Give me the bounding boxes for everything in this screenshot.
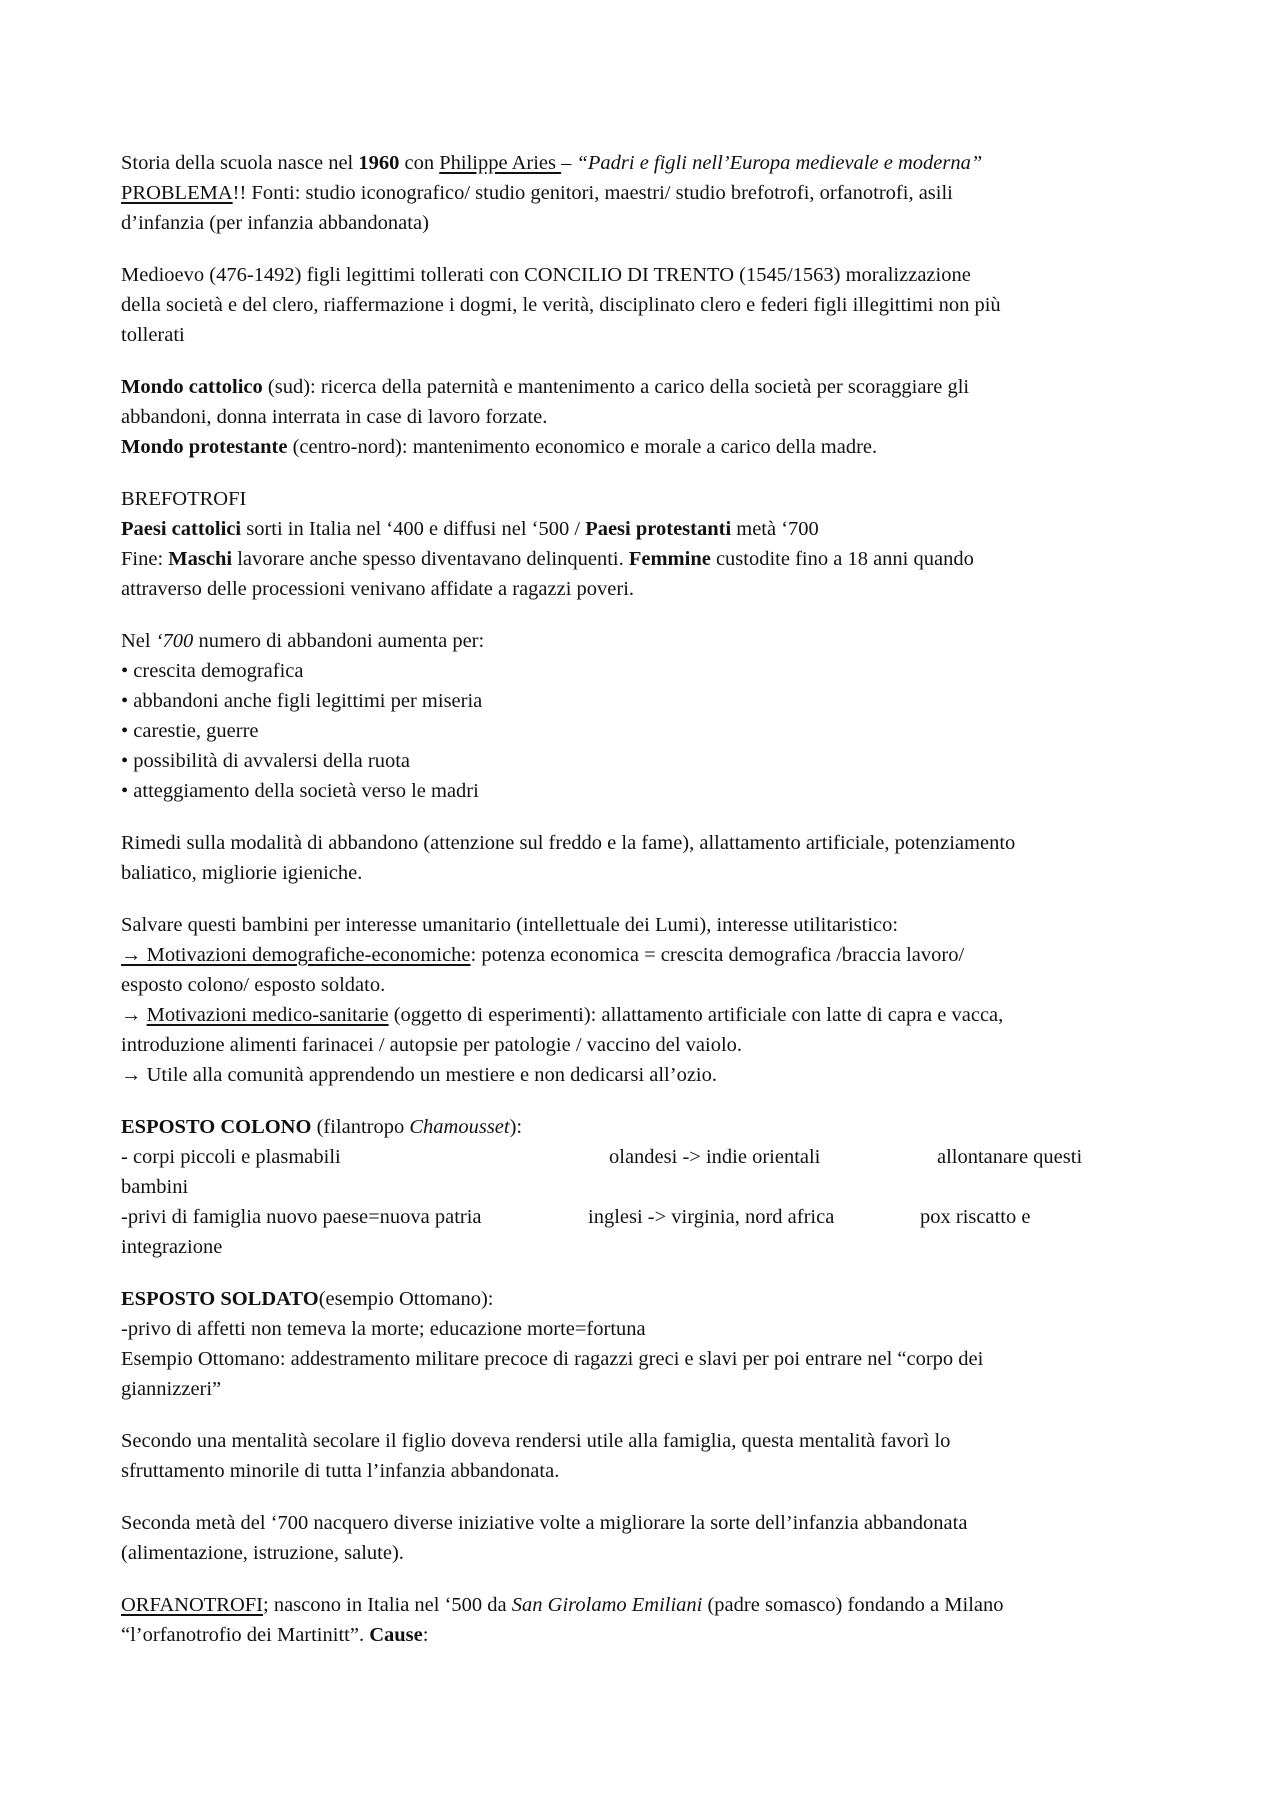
list-item: • atteggiamento della società verso le madri	[121, 780, 479, 802]
list-item: • abbandoni anche figli legittimi per miseria	[121, 690, 483, 712]
rimedi-paragraph: Rimedi sulla modalità di abbandono (attenzione sul freddo e la fame), allattamento artificiale, potenziamento baliatico, migliorie igieniche.	[121, 832, 1016, 884]
esposto-soldato-section: ESPOSTO SOLDATO(esempio Ottomano): -privo di affetti non temeva la morte; educazione morte=fortuna Esempio Ottomano: addestramento militare precoce di ragazzi greci e slavi per poi entrare nel “corpo dei giannizzeri”	[121, 1288, 984, 1400]
intro-line-2: PROBLEMA!! Fonti: studio iconografico/ studio genitori, maestri/ studio brefotrofi, orfanotrofi, asili	[121, 182, 953, 204]
mondo-paragraph: Mondo cattolico (sud): ricerca della paternità e mantenimento a carico della società per scoraggiare gli abbandoni, donna interrata in case di lavoro forzate. Mondo protestante (centro-nord): mantenimento economico e morale a carico della madre.	[121, 376, 970, 458]
mentalita-paragraph: Secondo una mentalità secolare il figlio doveva rendersi utile alla famiglia, questa mentalità favorì lo sfruttamento minorile di tutta l’infanzia abbandonata.	[121, 1430, 951, 1482]
esposto-colono-section: ESPOSTO COLONO (filantropo Chamousset): - corpi piccoli e plasmabili olandesi -> indie orientali allontanare questi bambini -privi di famiglia nuovo paese=nuova patria inglesi -> virginia, nord africa pox riscatto e integrazione	[121, 1116, 1083, 1258]
seconda-meta-paragraph: Seconda metà del ‘700 nacquero diverse iniziative volte a migliorare la sorte dell’infanzia abbandonata (alimentazione, istruzione, salute).	[121, 1512, 968, 1564]
orfanotrofi-section: ORFANOTROFI; nascono in Italia nel ‘500 da San Girolamo Emiliani (padre somasco) fondando a Milano “l’orfanotrofio dei Martinitt”. Cause:	[121, 1594, 1004, 1646]
list-item: • carestie, guerre	[121, 720, 259, 742]
salvare-paragraph: Salvare questi bambini per interesse umanitario (intellettuale dei Lumi), interesse utilitaristico: → Motivazioni demografiche-economiche: potenza economica = crescita demografica /braccia lavoro/ esposto colono/ esposto soldato. → Motivazioni medico-sanitarie (oggetto di esperimenti): allattamento artificiale con latte di capra e vacca, introduzione alimenti farinacei / autopsie per patologie / vaccino del vaiolo. → Utile alla comunità apprendendo un mestiere e non dedicarsi all’ozio.	[121, 914, 1004, 1086]
document-body	[121, 148, 1166, 1672]
brefotrofi-section: BREFOTROFI Paesi cattolici sorti in Italia nel ‘400 e diffusi nel ‘500 / Paesi protestanti metà ‘700 Fine: Maschi lavorare anche spesso diventavano delinquenti. Femmine custodite fino a 18 anni quando attraverso delle processioni venivano affidate a ragazzi poveri.	[121, 484, 1166, 604]
settecento-list: Nel ‘700 numero di abbandoni aumenta per: • crescita demografica • abbandoni anche figli legittimi per miseria • carestie, guerre • possibilità di avvalersi della ruota • atteggiamento della società verso le madri	[121, 626, 1166, 806]
medioevo-paragraph: Medioevo (476-1492) figli legittimi tollerati con CONCILIO DI TRENTO (1545/1563) moralizzazione della società e del clero, riaffermazione i dogmi, le verità, disciplinato clero e federi figli illegittimi non più tollerati	[121, 264, 1001, 346]
intro-line-3: d’infanzia (per infanzia abbandonata)	[121, 212, 429, 234]
list-item: • crescita demografica	[121, 660, 304, 682]
intro-paragraph	[121, 148, 1166, 238]
brefotrofi-heading: BREFOTROFI	[121, 488, 247, 510]
list-item: • possibilità di avvalersi della ruota	[121, 750, 410, 772]
intro-line-1: Storia della scuola nasce nel 1960 con Philippe Aries – “Padri e figli nell’Europa medievale e moderna”	[121, 152, 983, 174]
